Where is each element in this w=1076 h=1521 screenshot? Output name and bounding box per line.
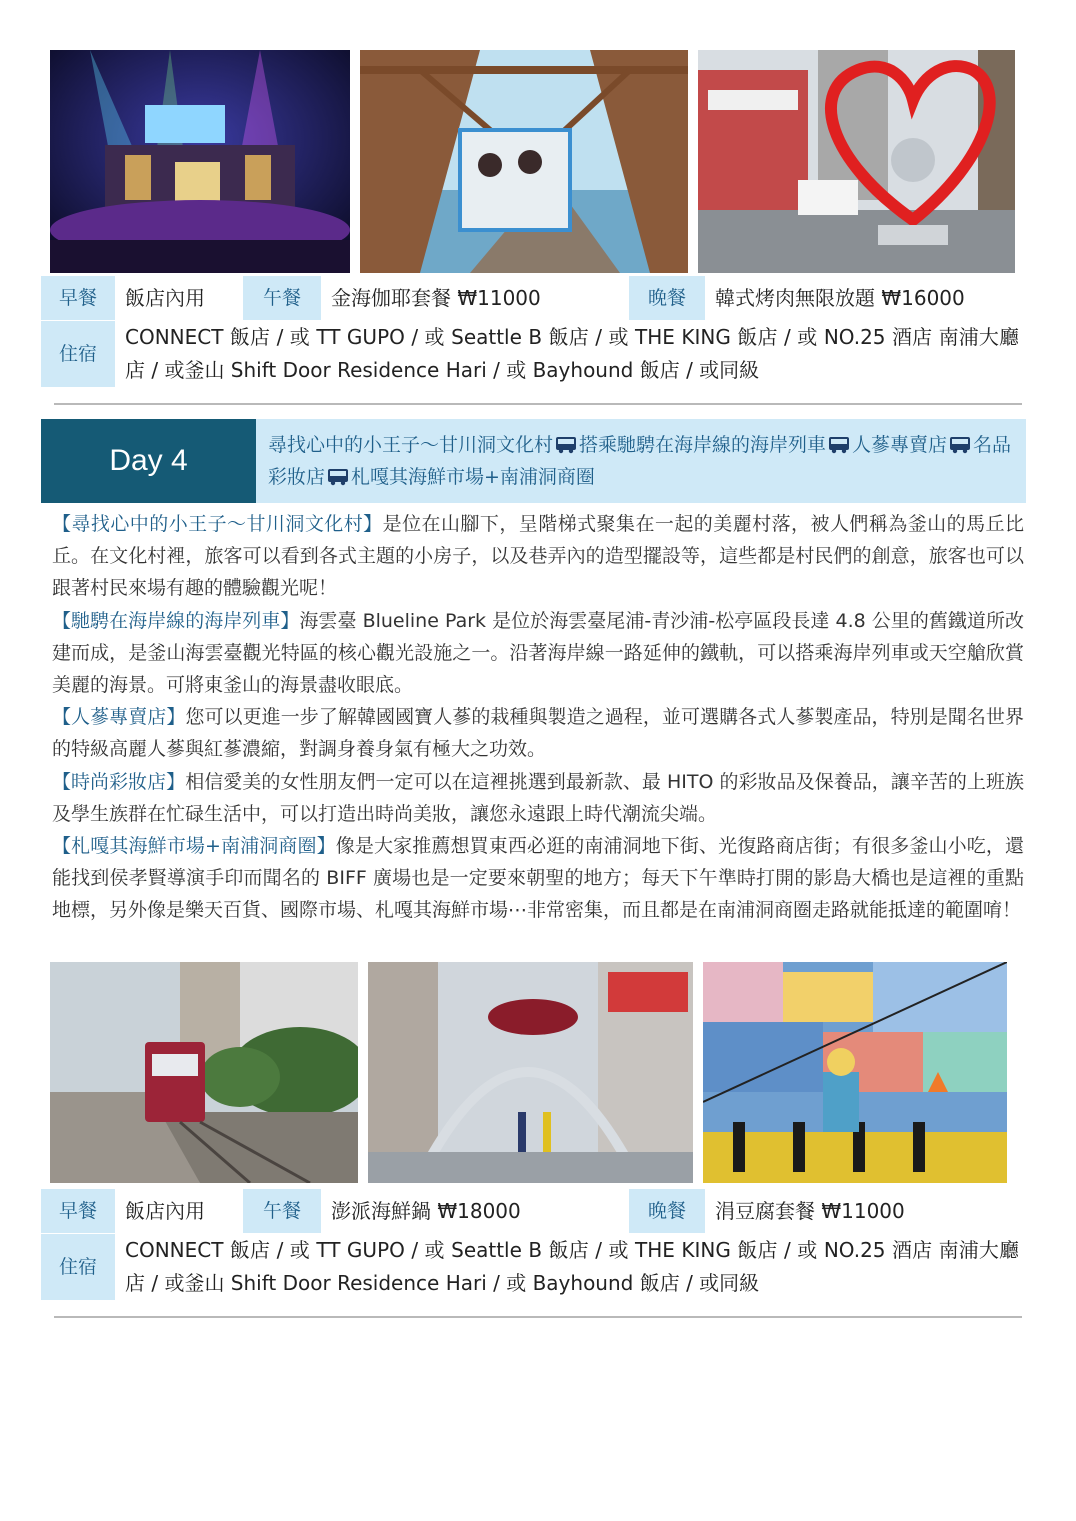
photo-heart-sculpture-street (698, 50, 1015, 273)
divider (54, 403, 1022, 405)
lunch-value: 金海伽耶套餐 ₩11000 (331, 286, 541, 310)
photo-theater-stage (50, 50, 350, 273)
photo-gamcheon-village (703, 962, 1007, 1183)
meal-row-top (41, 276, 1023, 320)
lunch-label: 午餐 (243, 276, 321, 320)
breakfast-value: 飯店內用 (125, 286, 205, 310)
bus-icon (555, 436, 577, 454)
description-paragraph (52, 766, 1024, 830)
description-text: 相信愛美的女性朋友們一定可以在這裡挑選到最新款、最 HITO 的彩妝品及保養品，讓辛苦的上班族及學生族群在忙碌生活中，可以打造出時尚美妝，讓您永遠跟上時代潮流尖端。 (52, 770, 1024, 825)
stay-value: CONNECT 飯店 / 或 TT GUPO / 或 Seattle B 飯店 / 或 THE KING 飯店 / 或 NO.25 酒店 南浦大廳店 / 或釜山 Shift Door Residence Hari / 或 Bayhound 飯店 / 或同級 (125, 1238, 1019, 1295)
photo-sky-capsule-rail (360, 50, 688, 273)
stay-row-top (41, 321, 1023, 387)
dinner-value: 韓式烤肉無限放題 ₩16000 (715, 286, 965, 310)
itinerary-stop: 尋找心中的小王子～甘川洞文化村 (268, 434, 554, 456)
bus-icon (327, 468, 349, 486)
breakfast-label: 早餐 (41, 276, 115, 320)
description-title: 【馳騁在海岸線的海岸列車】 (52, 609, 300, 632)
photo-coastal-train (50, 962, 358, 1183)
stay-label: 住宿 (41, 321, 115, 387)
stay-label: 住宿 (41, 1234, 115, 1300)
itinerary-stop: 札嘎其海鮮市場+南浦洞商圈 (351, 466, 595, 488)
bus-icon (949, 436, 971, 454)
breakfast-value: 飯店內用 (125, 1199, 205, 1223)
description-title: 【時尚彩妝店】 (52, 770, 186, 793)
description-paragraph (52, 605, 1024, 702)
meal-row-bottom (41, 1189, 1023, 1233)
description-title: 【札嘎其海鮮市場+南浦洞商圈】 (52, 835, 336, 858)
divider (54, 1316, 1022, 1318)
day-label: Day 4 (41, 419, 256, 503)
description-text: 海雲臺 Blueline Park 是位於海雲臺尾浦-青沙浦-松亭區段長達 4.8 公里的舊鐵道所改建而成，是釜山海雲臺觀光特區的核心觀光設施之一。沿著海岸線一路延伸的鐵軌，可以搭乘海岸列車或天空艙欣賞美麗的海景。可將東釜山的海景盡收眼底。 (52, 609, 1024, 697)
description-title: 【人蔘專賣店】 (52, 706, 186, 729)
itinerary-stop: 人蔘專賣店 (852, 434, 948, 456)
bus-icon (828, 436, 850, 454)
stay-row-bottom (41, 1234, 1023, 1300)
description-title: 【尋找心中的小王子～甘川洞文化村】 (52, 513, 383, 535)
photo-biff-square-arch (368, 962, 693, 1183)
itinerary-stop: 名品彩妝店 (268, 434, 1012, 488)
stay-value: CONNECT 飯店 / 或 TT GUPO / 或 Seattle B 飯店 / 或 THE KING 飯店 / 或 NO.25 酒店 南浦大廳店 / 或釜山 Shift Door Residence Hari / 或 Bayhound 飯店 / 或同級 (125, 325, 1019, 382)
description-text: 您可以更進一步了解韓國國寶人蔘的栽種與製造之過程，並可選購各式人蔘製產品，特別是聞名世界的特級高麗人蔘與紅蔘濃縮，對調身養身氣有極大之功效。 (52, 706, 1024, 761)
breakfast-label: 早餐 (41, 1189, 115, 1233)
day-itinerary (256, 419, 1026, 503)
description-paragraph (52, 701, 1024, 765)
description-text: 是位在山腳下，呈階梯式聚集在一起的美麗村落，被人們稱為釜山的馬丘比丘。在文化村裡，旅客可以看到各式主題的小房子，以及巷弄內的造型擺設等，這些都是村民們的創意，旅客也可以跟著村民來場有趣的體驗觀光呢！ (52, 513, 1024, 600)
description-text: 像是大家推薦想買東西必逛的南浦洞地下街、光復路商店街；有很多釜山小吃，還能找到侯孝賢導演手印而聞名的 BIFF 廣場也是一定要來朝聖的地方；每天下午準時打開的影島大橋也是這裡的重點地標，另外像是樂天百貨、國際市場、札嘎其海鮮市場⋯非常密集，而且都是在南浦洞商圈走路就能抵達的範圍唷！ (52, 835, 1024, 922)
dinner-label: 晚餐 (629, 276, 705, 320)
description-paragraph (52, 830, 1024, 927)
dinner-label: 晚餐 (629, 1189, 705, 1233)
description-paragraph (52, 508, 1024, 605)
itinerary-stop: 搭乘馳騁在海岸線的海岸列車 (579, 434, 827, 456)
lunch-value: 澎派海鮮鍋 ₩18000 (331, 1199, 521, 1223)
lunch-label: 午餐 (243, 1189, 321, 1233)
dinner-value: 涓豆腐套餐 ₩11000 (715, 1199, 905, 1223)
description-block (52, 508, 1024, 927)
